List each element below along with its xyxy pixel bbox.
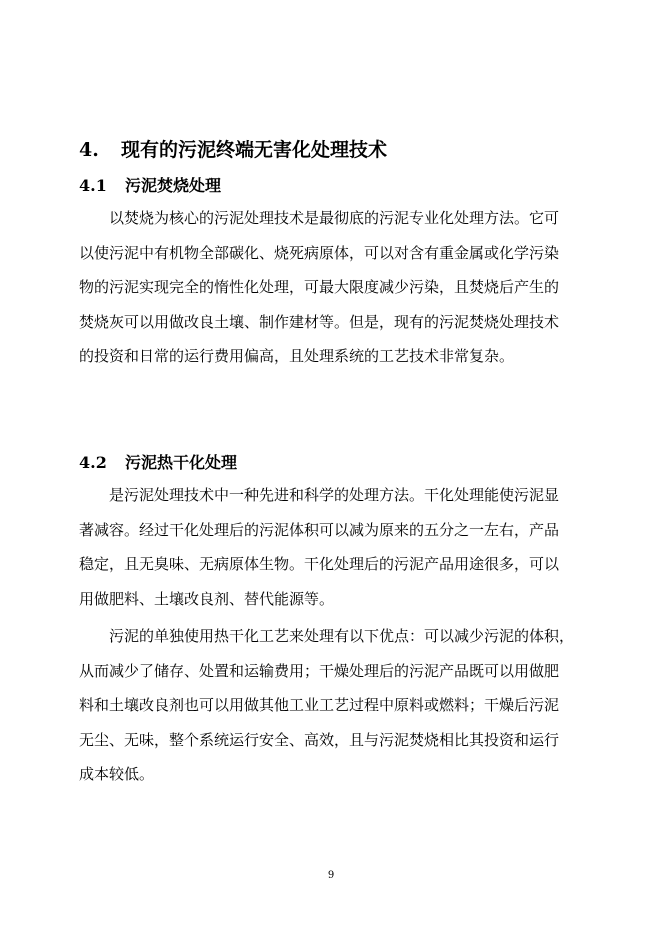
paragraph-line: 料和土壤改良剂也可以用做其他工业工艺过程中原料或燃料；干燥后污泥 — [79, 696, 560, 715]
paragraph-line: 成本较低。 — [79, 765, 155, 784]
subsection-title: 污泥热干化处理 — [125, 453, 238, 472]
paragraph-thermal-drying-2 — [79, 619, 587, 792]
paragraph-line: 是污泥处理技术中一种先进和科学的处理方法。干化处理能使污泥显 — [109, 486, 560, 504]
subsection-number: 4.2 — [79, 453, 107, 472]
paragraph-line: 物的污泥实现完全的惰性化处理，可最大限度减少污染，且焚烧后产生的 — [79, 278, 560, 297]
subsection-heading-4-2 — [79, 452, 237, 474]
section-title: 现有的污泥终端无害化处理技术 — [121, 139, 388, 161]
paragraph-line: 从而减少了储存、处置和运输费用；干燥处理后的污泥产品既可以用做肥 — [79, 661, 560, 680]
subsection-number: 4.1 — [79, 176, 107, 195]
paragraph-line: 稳定，且无臭味、无病原体生物。干化处理后的污泥产品用途很多，可以 — [79, 555, 560, 574]
paragraph-line: 无尘、无味，整个系统运行安全、高效，且与污泥焚烧相比其投资和运行 — [79, 730, 560, 749]
section-heading — [79, 138, 387, 162]
paragraph-line: 焚烧灰可以用做改良土壤、制作建材等。但是，现有的污泥焚烧处理技术 — [79, 312, 560, 331]
paragraph-line: 污泥的单独使用热干化工艺来处理有以下优点：可以减少污泥的体积， — [109, 627, 575, 645]
paragraph-line: 著减容。经过干化处理后的污泥体积可以减为原来的五分之一左右，产品 — [79, 520, 560, 539]
paragraph-line: 用做肥料、土壤改良剂、替代能源等。 — [79, 589, 335, 608]
paragraph-line: 以使污泥中有机物全部碳化、烧死病原体，可以对含有重金属或化学污染 — [79, 243, 560, 262]
section-number: 4. — [79, 139, 99, 161]
subsection-heading-4-1 — [79, 175, 221, 197]
subsection-title: 污泥焚烧处理 — [125, 176, 222, 195]
paragraph-incineration — [79, 201, 587, 374]
paragraph-line: 的投资和日常的运行费用偏高，且处理系统的工艺技术非常复杂。 — [79, 347, 515, 366]
paragraph-thermal-drying-1 — [79, 478, 587, 616]
paragraph-line: 以焚烧为核心的污泥处理技术是最彻底的污泥专业化处理方法。它可 — [109, 209, 560, 227]
page-number: 9 — [327, 870, 335, 881]
